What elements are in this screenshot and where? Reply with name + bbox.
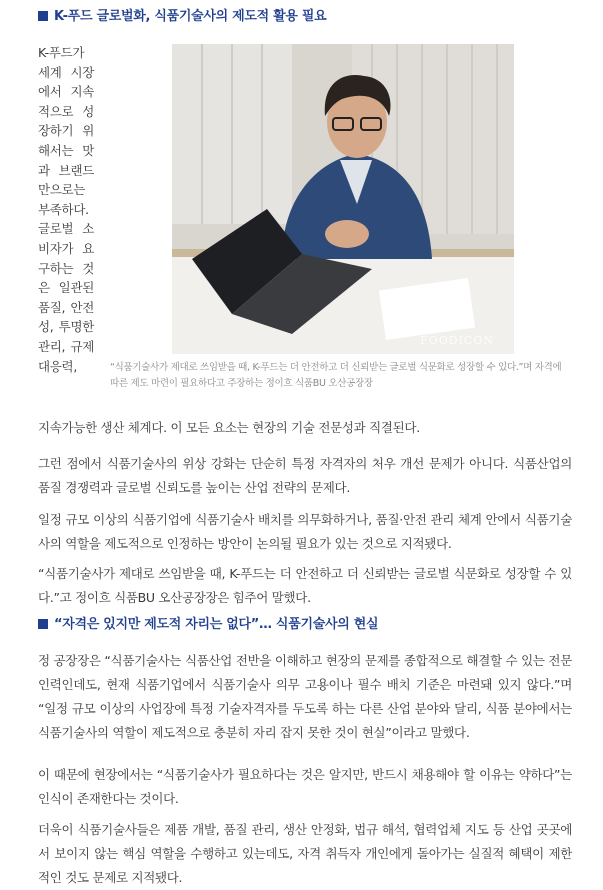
intro-wrapped-text: K-푸드가 세계 시장에서 지속적으로 성장하기 위해서는 맛과 브랜드만으로는 부족하다. 글로벌 소비자가 요구하는 것은 일관된 품질, 안전성, 투명한 관리, 규제 대응력, <box>38 45 94 374</box>
paragraph-6: 더욱이 식품기술사들은 제품 개발, 품질 관리, 생산 안정화, 법규 해석, 협력업체 지도 등 산업 곳곳에서 보이지 않는 핵심 역할을 수행하고 있는데도, 자격 취득자 개인에게 돌아가는 실질적 혜택이 제한적인 것도 문제로 지적됐다. <box>38 822 572 885</box>
section-heading-reality: “자격은 있지만 제도적 자리는 없다”… 식품기술사의 현실 <box>38 615 378 635</box>
photo-watermark: FOODICON <box>420 334 494 347</box>
square-bullet-icon <box>38 11 48 21</box>
paragraph-3: “식품기술사가 제대로 쓰임받을 때, K-푸드는 더 안전하고 더 신뢰받는 글로벌 식문화로 성장할 수 있다.”고 정이흐 식품BU 오산공장장은 힘주어 말했다. <box>38 566 572 605</box>
photo-caption: “식품기술사가 제대로 쓰임받을 때, K-푸드는 더 안전하고 더 신뢰받는 글로벌 식문화로 성장할 수 있다.”며 자격에 따른 제도 마련이 필요하다고 주장하는 정이흐 식품BU 오산공장장 <box>110 362 562 389</box>
paragraph-1: 그런 점에서 식품기술사의 위상 강화는 단순히 특정 자격자의 처우 개선 문제가 아니다. 식품산업의 품질 경쟁력과 글로벌 신뢰도를 높이는 산업 전략의 문제다. <box>38 456 572 495</box>
paragraph-5: 이 때문에 현장에서는 “식품기술사가 필요하다는 것은 알지만, 반드시 채용해야 할 이유는 약하다”는 인식이 존재한다는 것이다. <box>38 767 572 806</box>
section-heading-globalization: K-푸드 글로벌화, 식품기술사의 제도적 활용 필요 <box>38 7 326 27</box>
photo-figure <box>110 44 572 392</box>
intro-tail: 지속가능한 생산 체계다. 이 모든 요소는 현장의 기술 전문성과 직결된다. <box>38 420 420 435</box>
paragraph-2: 일정 규모 이상의 식품기업에 식품기술사 배치를 의무화하거나, 품질·안전 관리 체계 안에서 식품기술사의 역할을 제도적으로 인정하는 방안이 논의될 필요가 있는 것으로 지적됐다. <box>38 512 572 551</box>
square-bullet-icon <box>38 619 48 629</box>
paragraph-4: 정 공장장은 “식품기술사는 식품산업 전반을 이해하고 현장의 문제를 종합적으로 해결할 수 있는 전문 인력인데도, 현재 식품기업에서 식품기술사 의무 고용이나 필수 배치 기준은 마련돼 있지 않다.”며 “일정 규모 이상의 사업장에 특정 기술자격자를 두도록 하는 다른 산업 분야와 달리, 식품 분야에서는 식품기술사의 역할이 제도적으로 충분히 자리 잡지 못한 것이 현실”이라고 말했다. <box>38 653 572 740</box>
interview-photo <box>172 44 514 354</box>
